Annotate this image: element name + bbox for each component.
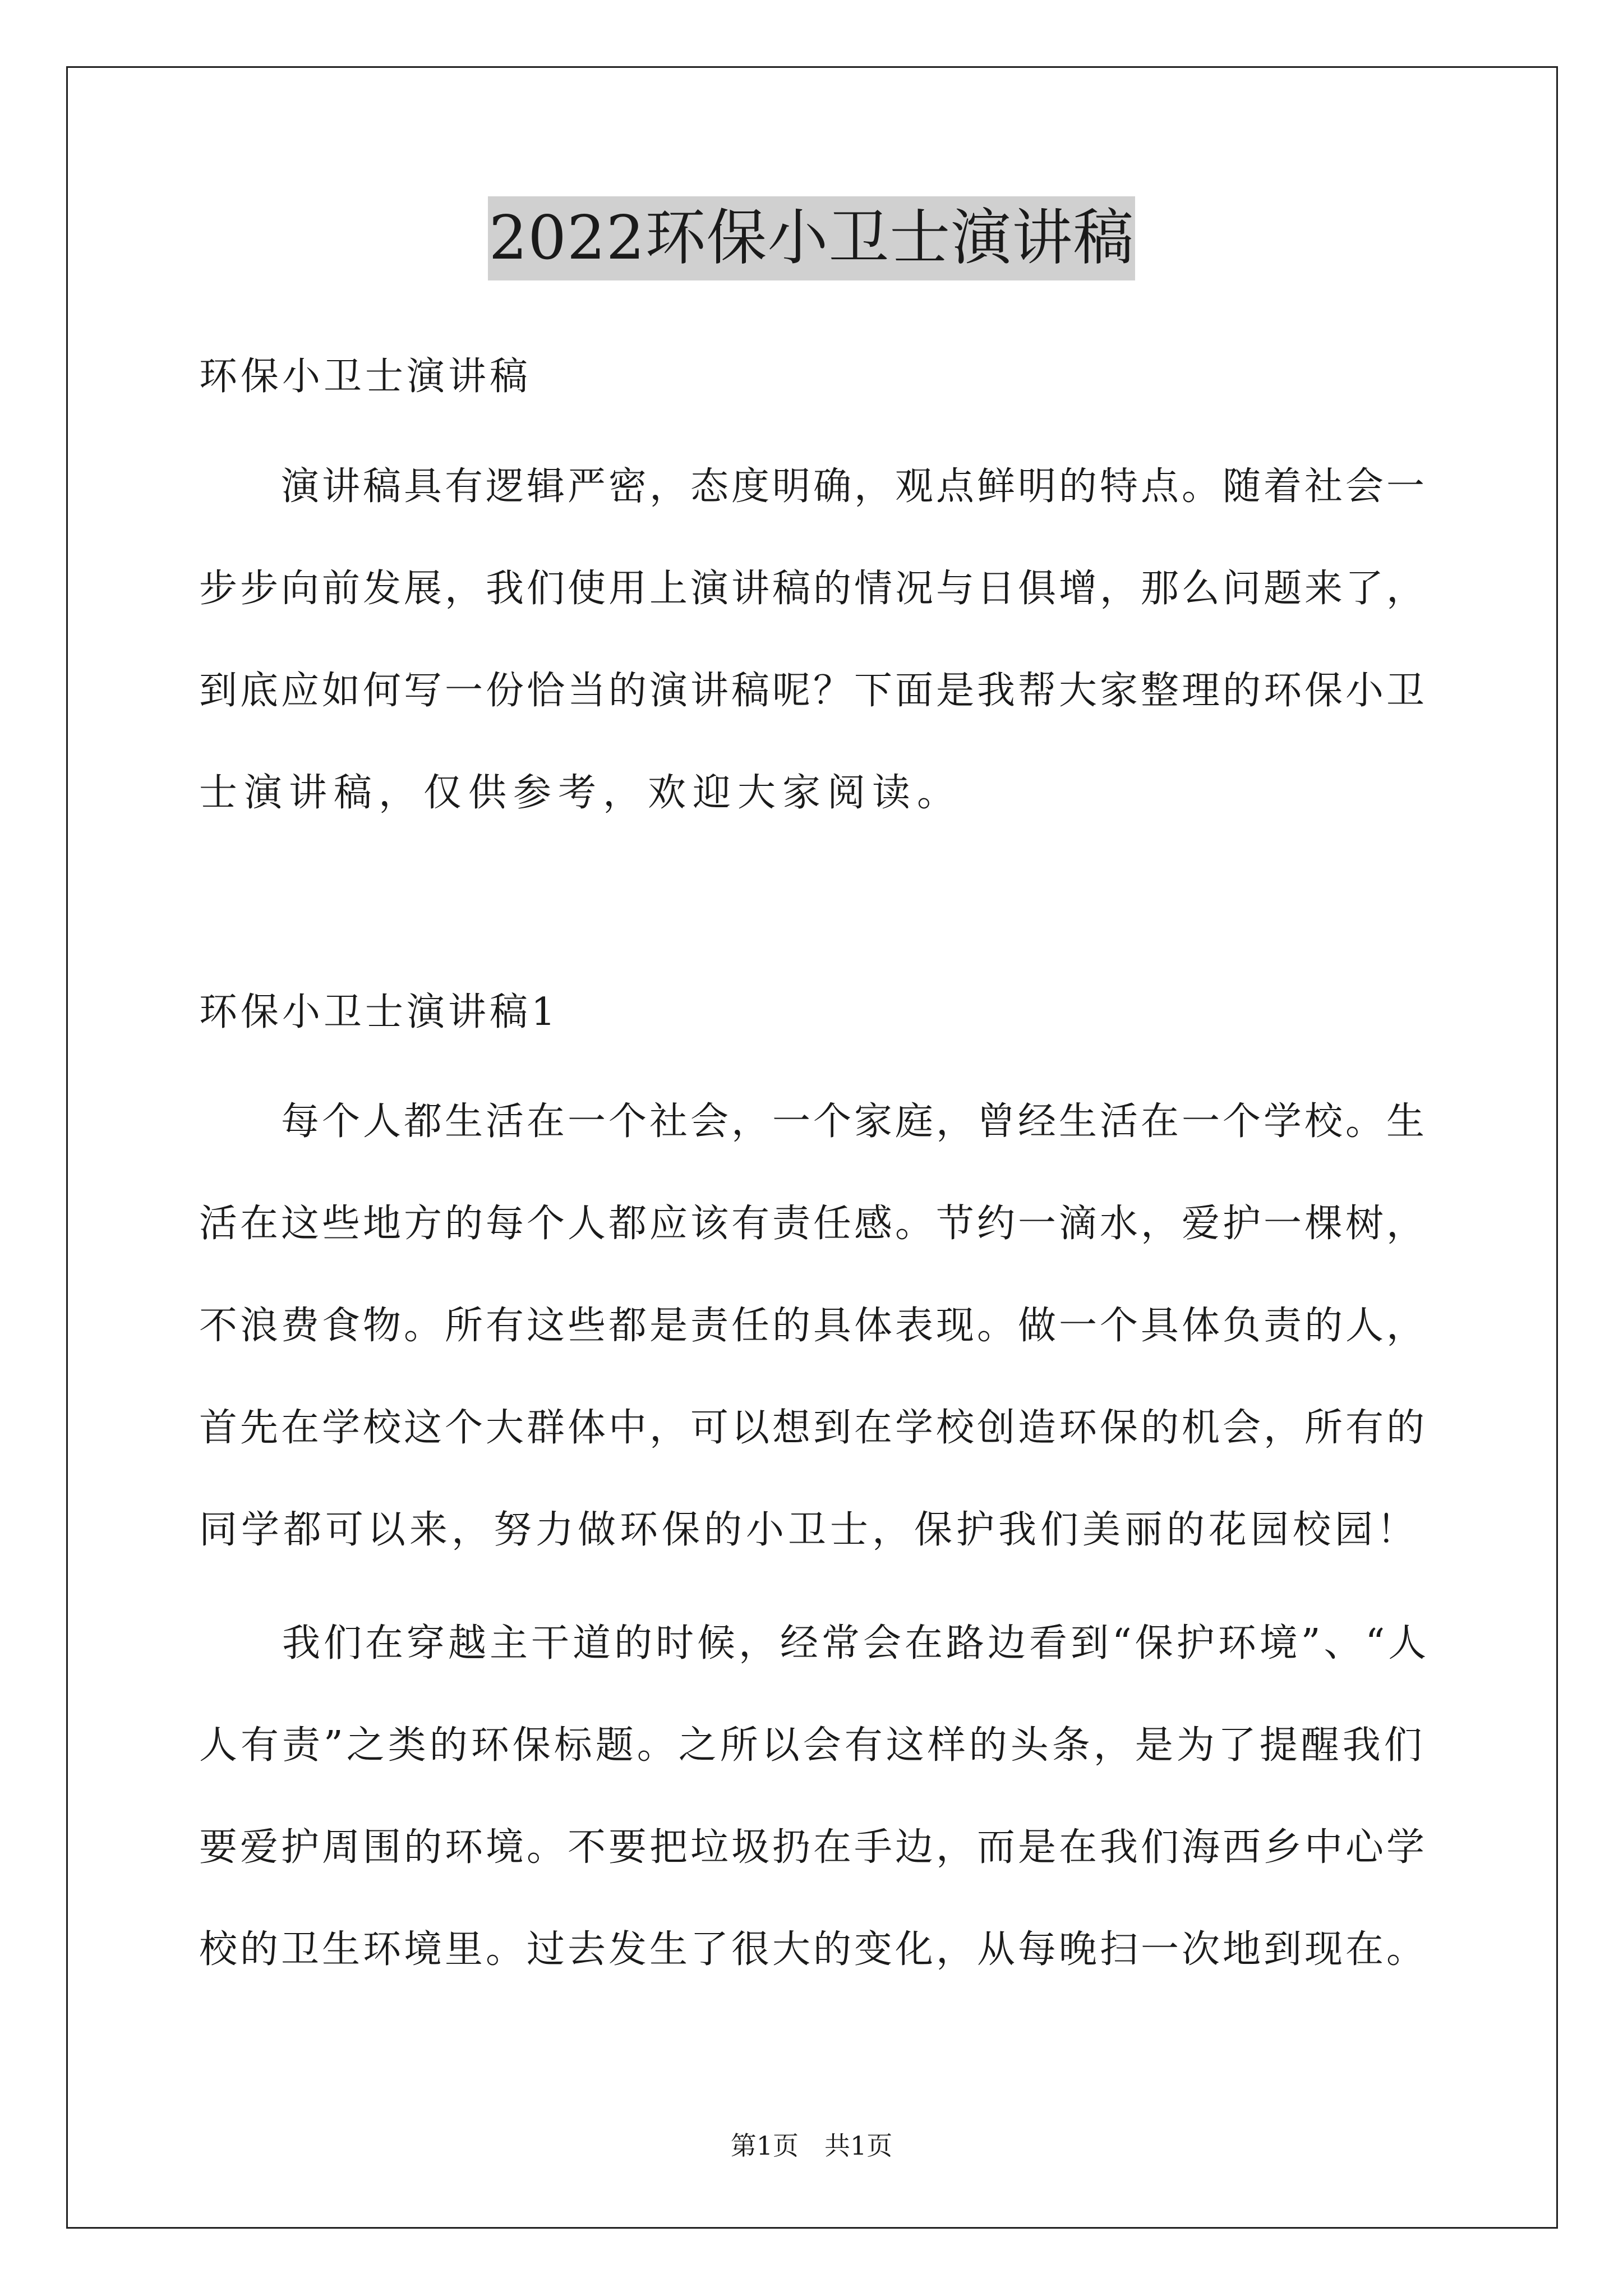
intro-paragraph-line: 演讲稿具有逻辑严密，态度明确，观点鲜明的特点。随着社会一 xyxy=(199,464,1428,509)
document-title: 2022环保小卫士演讲稿 xyxy=(488,196,1136,280)
intro-paragraph-line: 步步向前发展，我们使用上演讲稿的情况与日俱增，那么问题来了， xyxy=(199,567,1428,611)
body-paragraph-line: 不浪费食物。所有这些都是责任的具体表现。做一个具体负责的人， xyxy=(199,1304,1428,1348)
intro-heading: 环保小卫士演讲稿 xyxy=(199,355,532,399)
body-paragraph-line: 活在这些地方的每个人都应该有责任感。节约一滴水，爱护一棵树， xyxy=(199,1202,1428,1246)
intro-paragraph-line: 士演讲稿，仅供参考，欢迎大家阅读。 xyxy=(199,771,962,815)
page-footer: 第1页 共1页 xyxy=(730,2131,893,2161)
intro-paragraph-line: 到底应如何写一份恰当的演讲稿呢？下面是我帮大家整理的环保小卫 xyxy=(199,669,1428,713)
body-paragraph-line: 我们在穿越主干道的时候，经常会在路边看到“保护环境”、“人 xyxy=(199,1621,1430,1665)
body-paragraph-line: 人有责”之类的环保标题。之所以会有这样的头条，是为了提醒我们 xyxy=(199,1723,1426,1768)
body-paragraph-line: 首先在学校这个大群体中，可以想到在学校创造环保的机会，所有的 xyxy=(199,1406,1428,1450)
body-paragraph-line: 同学都可以来，努力做环保的小卫士，保护我们美丽的花园校园！ xyxy=(199,1508,1419,1552)
section-heading: 环保小卫士演讲稿1 xyxy=(199,990,559,1034)
body-paragraph-line: 要爱护周围的环境。不要把垃圾扔在手边，而是在我们海西乡中心学 xyxy=(199,1825,1428,1870)
body-paragraph-line: 每个人都生活在一个社会，一个家庭，曾经生活在一个学校。生 xyxy=(199,1099,1428,1144)
title-container xyxy=(0,196,1623,280)
body-paragraph-line: 校的卫生环境里。过去发生了很大的变化，从每晚扫一次地到现在。 xyxy=(199,1927,1428,1972)
